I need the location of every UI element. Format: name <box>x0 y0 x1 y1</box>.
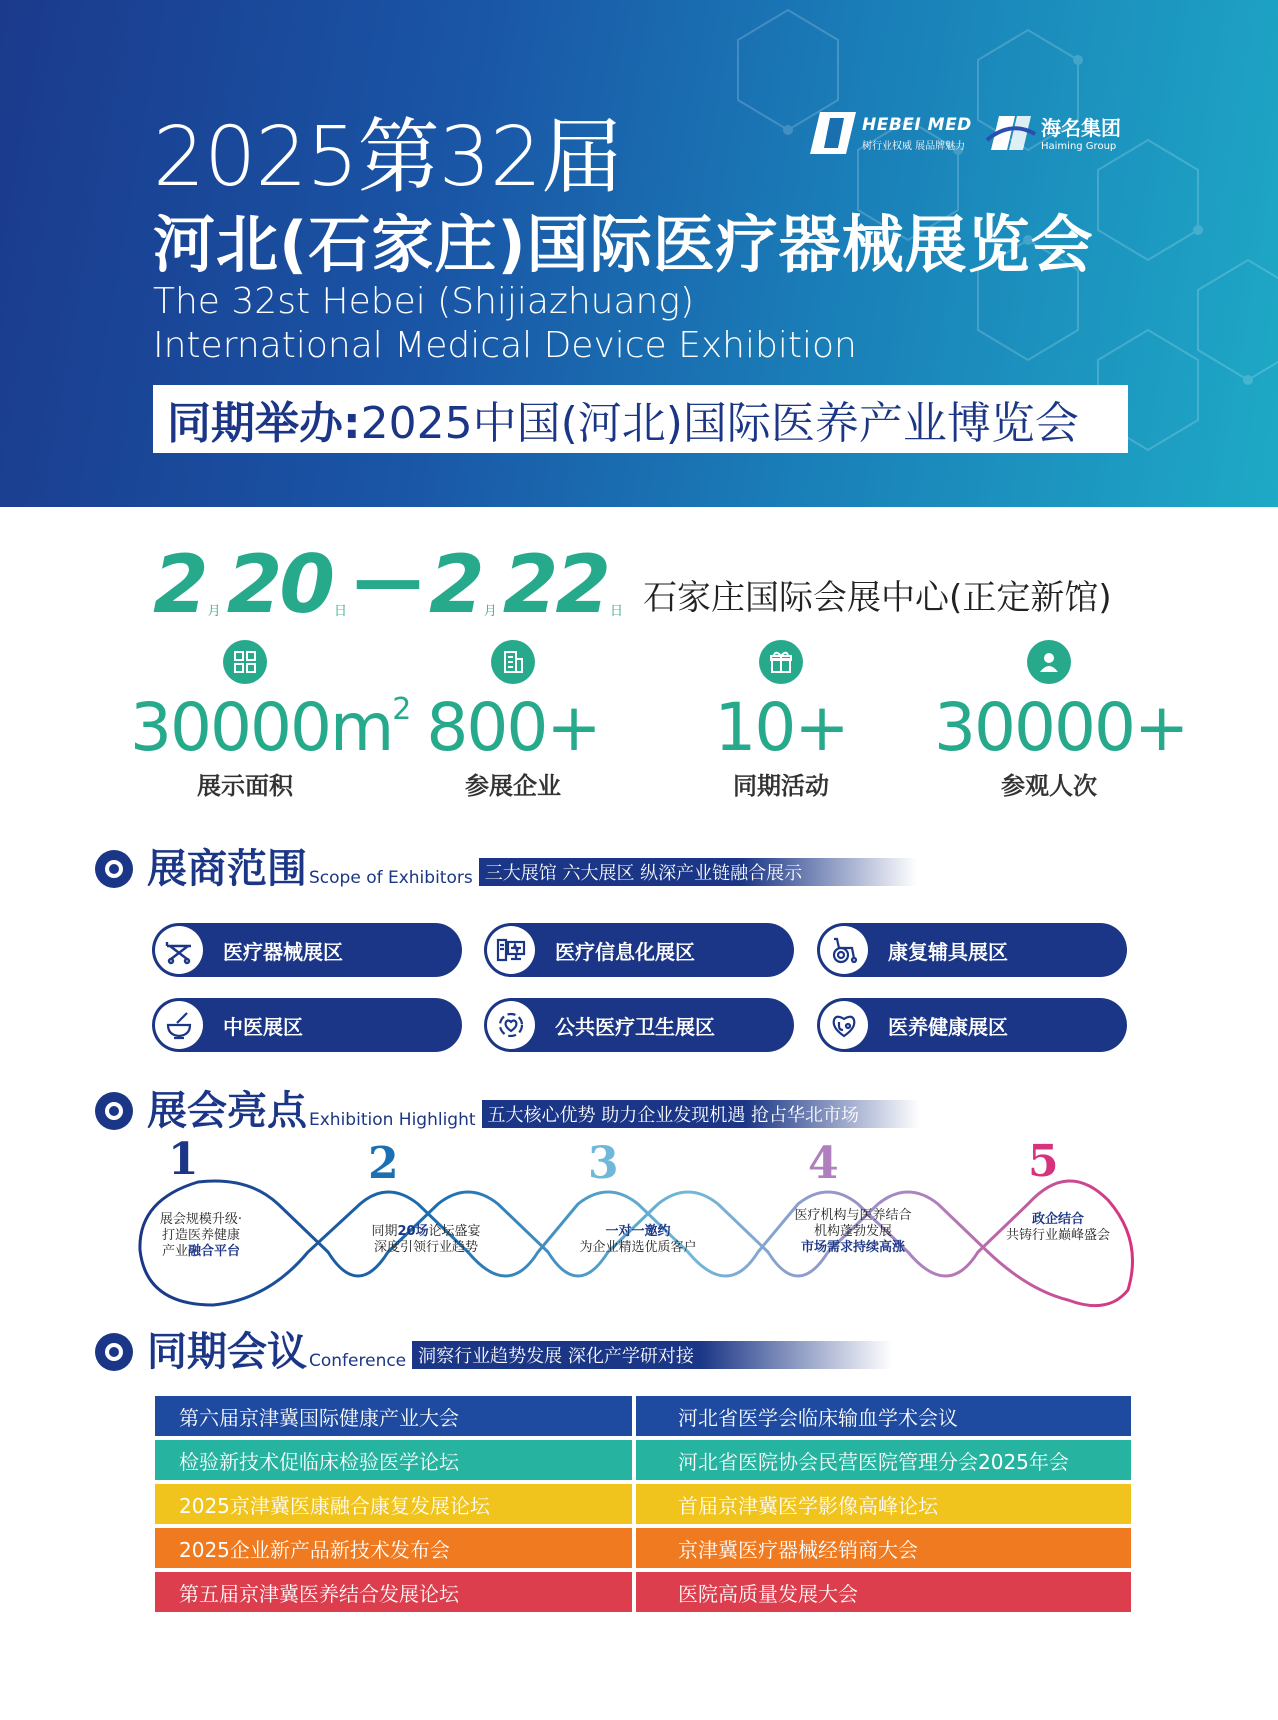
start-day: 20 <box>226 538 333 631</box>
conference-item: 检验新技术促临床检验医学论坛 <box>155 1440 632 1480</box>
wheelchair-icon <box>820 926 868 974</box>
section-title: 展会亮点 <box>147 1088 307 1134</box>
stat-area <box>130 640 410 801</box>
conference-item: 河北省医院协会民营医院管理分会2025年会 <box>636 1440 1131 1480</box>
zone-tcm <box>152 998 462 1052</box>
stat-value: $30000m^2$ <box>130 689 410 766</box>
month-unit: 月 <box>483 604 497 619</box>
haiming-name: 海名集团 <box>1041 116 1121 140</box>
conference-row <box>155 1396 1131 1436</box>
building-icon <box>491 640 535 684</box>
highlight-text-2: 同期20场论坛盛宴 深度引领行业趋势 <box>371 1224 481 1255</box>
stat-label: 同期活动 <box>733 772 829 800</box>
public-health-icon <box>487 1001 535 1049</box>
stat-activities <box>666 640 896 801</box>
stethoscope-icon <box>820 1001 868 1049</box>
stat-label: 展示面积 <box>197 772 293 800</box>
section-bullet-icon <box>95 850 133 888</box>
edition-title: 2025第32届 <box>153 110 623 205</box>
zone-label: 公共医疗卫生展区 <box>555 1014 715 1039</box>
section-bullet-icon <box>95 1333 133 1371</box>
section-bullet-icon <box>95 1092 133 1130</box>
highlight-text-4: 医疗机构与医养结合 机构蓬勃发展 市场需求持续高涨 <box>794 1208 912 1255</box>
stat-exhibitors <box>398 640 628 801</box>
section-title-en: Scope of Exhibitors <box>309 868 473 888</box>
hebei-med-name: HEBEI MED <box>862 114 972 135</box>
start-month: 2 <box>153 538 206 631</box>
stretcher-icon <box>155 926 203 974</box>
section-tagline: 三大展馆 六大展区 纵深产业链融合展示 <box>479 858 917 886</box>
grid-icon <box>223 640 267 684</box>
date-dash: — <box>353 539 424 621</box>
day-unit: 日 <box>610 604 624 619</box>
zone-label: 医养健康展区 <box>888 1014 1008 1039</box>
highlight-number: 4 <box>808 1138 839 1189</box>
venue: 石家庄国际会展中心(正定新馆) <box>643 578 1112 618</box>
zone-label: 医疗器械展区 <box>223 939 343 964</box>
scope-header <box>95 842 917 892</box>
end-day: 22 <box>502 538 609 631</box>
section-title: 同期会议 <box>147 1329 307 1375</box>
conference-item: 第六届京津冀国际健康产业大会 <box>155 1396 632 1436</box>
haiming-group-logo <box>985 110 1121 154</box>
conference-item: 首届京津冀医学影像高峰论坛 <box>636 1484 1131 1524</box>
hero-banner <box>0 0 1278 507</box>
zone-medical-it <box>484 923 794 977</box>
stat-value: 10+ <box>714 689 848 766</box>
stat-visitors <box>934 640 1188 801</box>
conference-item: 河北省医学会临床输血学术会议 <box>636 1396 1131 1436</box>
cohost-value: 2025中国(河北)国际医养产业博览会 <box>360 398 1079 449</box>
conference-item: 2025企业新产品新技术发布会 <box>155 1528 632 1568</box>
conference-header <box>95 1325 892 1375</box>
stats-row <box>130 640 1188 810</box>
section-tagline: 洞察行业趋势发展 深化产学研对接 <box>412 1341 892 1369</box>
stat-label: 参展企业 <box>465 772 561 800</box>
hebei-med-logo-mark <box>810 112 856 154</box>
day-unit: 日 <box>334 604 348 619</box>
conference-item: 医院高质量发展大会 <box>636 1572 1131 1612</box>
highlight-number: 5 <box>1028 1136 1059 1187</box>
hebei-med-tagline: 树行业权威 展品牌魅力 <box>862 140 966 152</box>
highlight-number: 2 <box>368 1138 399 1189</box>
title-en-line1: The 32st Hebei (Shijiazhuang) <box>153 281 695 322</box>
highlight-number: 3 <box>588 1138 619 1189</box>
zone-label: 中医展区 <box>223 1014 303 1039</box>
gift-icon <box>759 640 803 684</box>
month-unit: 月 <box>207 604 221 619</box>
zone-public-health <box>484 998 794 1052</box>
mortar-icon <box>155 1001 203 1049</box>
conference-row <box>155 1528 1131 1568</box>
date-venue-row <box>153 530 1112 631</box>
section-title-en: Conference <box>309 1351 407 1371</box>
highlights-header <box>95 1084 920 1134</box>
zone-rehab <box>817 923 1127 977</box>
highlight-text-3: 一对一邀约 为企业精选优质客户 <box>579 1224 697 1255</box>
stat-value: 30000+ <box>934 689 1188 766</box>
highlight-text-5: 政企结合 共铸行业巅峰盛会 <box>1005 1212 1110 1243</box>
conference-item: 2025京津冀医康融合康复发展论坛 <box>155 1484 632 1524</box>
stat-label: 参观人次 <box>1001 772 1097 800</box>
exhibition-title-cn: 河北(石家庄)国际医疗器械展览会 <box>153 208 1094 281</box>
zone-medical-devices <box>152 923 462 977</box>
highlight-number: 1 <box>168 1134 199 1185</box>
conference-item: 京津冀医疗器械经销商大会 <box>636 1528 1131 1568</box>
zone-label: 康复辅具展区 <box>888 939 1008 964</box>
end-month: 2 <box>429 538 482 631</box>
conference-row <box>155 1440 1131 1480</box>
cohost-banner <box>153 385 1128 453</box>
hebei-med-logo <box>810 112 972 154</box>
haiming-subname: Haiming Group <box>1041 141 1117 152</box>
zone-health-care <box>817 998 1127 1052</box>
section-tagline: 五大核心优势 助力企业发现机遇 抢占华北市场 <box>482 1100 920 1128</box>
conference-table <box>155 1396 1131 1616</box>
conference-row <box>155 1484 1131 1524</box>
haiming-logo-mark <box>985 110 1037 154</box>
cohost-label: 同期举办: <box>167 398 361 449</box>
conference-item: 第五届京津冀医养结合发展论坛 <box>155 1572 632 1612</box>
section-title-en: Exhibition Highlight <box>309 1110 476 1130</box>
conference-row <box>155 1572 1131 1612</box>
exhibition-title-en <box>153 280 857 368</box>
stat-value: 800+ <box>426 689 600 766</box>
person-icon <box>1027 640 1071 684</box>
title-en-line2: International Medical Device Exhibition <box>153 325 857 366</box>
computer-icon <box>487 926 535 974</box>
highlight-text-1: 展会规模升级· 打造医养健康 产业融合平台 <box>159 1212 243 1259</box>
highlights-wave <box>138 1134 1138 1320</box>
zone-label: 医疗信息化展区 <box>555 939 695 964</box>
section-title: 展商范围 <box>147 846 307 892</box>
